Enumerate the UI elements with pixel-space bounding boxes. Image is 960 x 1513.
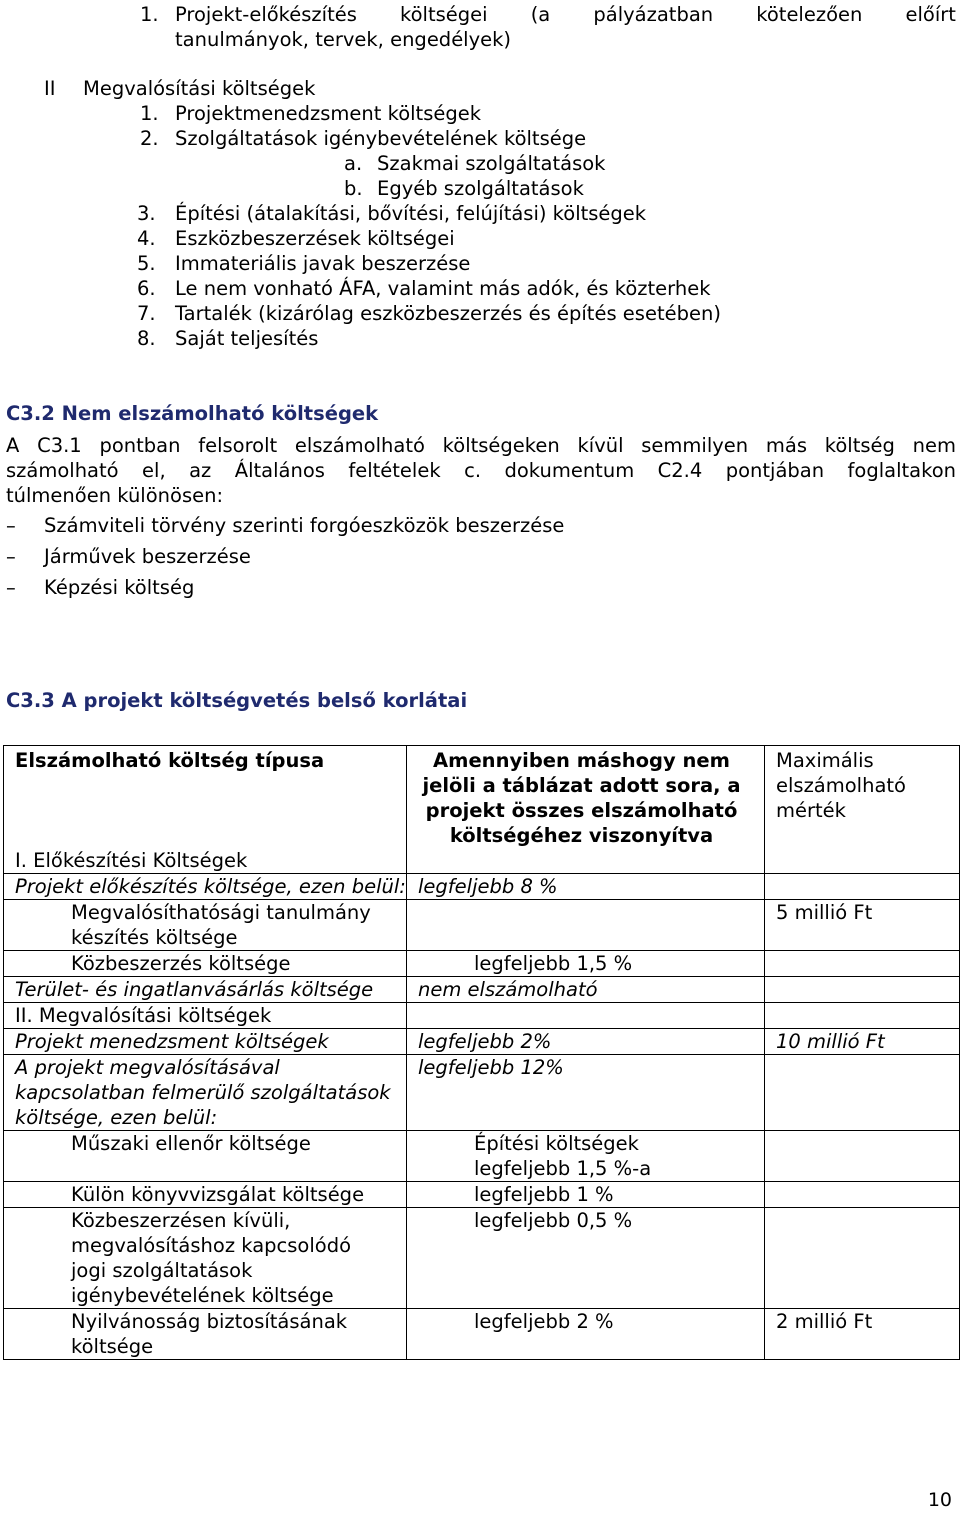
table-cell: 2 millió Ft (765, 1309, 960, 1360)
table-cell (407, 848, 765, 874)
page-number: 10 (927, 1489, 952, 1511)
table-cell (765, 977, 960, 1003)
bullet-item: Képzési költség (44, 576, 195, 599)
table-cell: I. Előkészítési Költségek (4, 848, 407, 874)
bullet-item: Járművek beszerzése (44, 545, 251, 568)
table-header-cell: Elszámolható költség típusa (4, 746, 407, 849)
section-roman: II (44, 77, 56, 100)
table-cell (407, 1003, 765, 1029)
table-header-row (4, 746, 960, 849)
table-cell: legfeljebb 2 % (407, 1309, 765, 1360)
table-row (4, 1131, 960, 1182)
table-cell (765, 1055, 960, 1131)
table-header-cell: Maximális elszámolható mérték (765, 746, 960, 849)
dash-bullet: – (6, 545, 16, 568)
list-item-line: tanulmányok, tervek, engedélyek) (175, 28, 512, 51)
list-number: 2. (140, 127, 159, 150)
list-item: Le nem vonható ÁFA, valamint más adók, és közterhek (175, 277, 711, 300)
table-cell: Műszaki ellenőr költsége (4, 1131, 407, 1182)
section-heading: C3.2 Nem elszámolható költségek (6, 402, 379, 425)
table-row (4, 977, 960, 1003)
table-cell (765, 848, 960, 874)
list-item: Eszközbeszerzések költségei (175, 227, 455, 250)
table-cell: Projekt előkészítés költsége, ezen belül: (4, 874, 407, 900)
table-cell (765, 1208, 960, 1309)
dash-bullet: – (6, 576, 16, 599)
word: (a (530, 3, 551, 26)
list-item-line (175, 2, 956, 27)
table-row (4, 900, 960, 951)
word: Projekt-előkészítés (175, 3, 357, 26)
list-item: Saját teljesítés (175, 327, 319, 350)
paragraph-line: A C3.1 pontban felsorolt elszámolható költségeken kívül semmilyen más költség nem (6, 434, 956, 457)
list-number: a. (344, 152, 363, 175)
table-cell (407, 900, 765, 951)
paragraph-line: számolható el, az Általános feltételek c. dokumentum C2.4 pontjában foglaltakon (6, 459, 956, 482)
list-number: 1. (140, 3, 159, 26)
table-cell: Építési költségek legfeljebb 1,5 %-a (407, 1131, 765, 1182)
table-row (4, 874, 960, 900)
table-cell: II. Megvalósítási költségek (4, 1003, 407, 1029)
table-row (4, 1029, 960, 1055)
table-cell: Projekt menedzsment költségek (4, 1029, 407, 1055)
table-header-cell: Amennyiben máshogy nem jelöli a táblázat adott sora, a projekt összes elszámolható költségéhez viszonyítva (407, 746, 765, 849)
list-item: Projektmenedzsment költségek (175, 102, 482, 125)
budget-limits-table (3, 745, 960, 1360)
table-cell: nem elszámolható (407, 977, 765, 1003)
table-cell: Terület- és ingatlanvásárlás költsége (4, 977, 407, 1003)
dash-bullet: – (6, 514, 16, 537)
table-cell: 5 millió Ft (765, 900, 960, 951)
list-number: 3. (137, 202, 156, 225)
paragraph-line: túlmenően különösen: (6, 484, 224, 507)
table-cell: legfeljebb 0,5 % (407, 1208, 765, 1309)
list-number: 6. (137, 277, 156, 300)
list-item: Szolgáltatások igénybevételének költsége (175, 127, 587, 150)
list-item: Tartalék (kizárólag eszközbeszerzés és építés esetében) (175, 302, 721, 325)
list-number: 1. (140, 102, 159, 125)
word: költségei (400, 3, 488, 26)
table-row (4, 1055, 960, 1131)
table-cell: legfeljebb 1 % (407, 1182, 765, 1208)
list-number: 5. (137, 252, 156, 275)
table-row (4, 1003, 960, 1029)
bullet-item: Számviteli törvény szerinti forgóeszközök beszerzése (44, 514, 565, 537)
list-item: Immateriális javak beszerzése (175, 252, 471, 275)
list-number: b. (344, 177, 363, 200)
list-item: Szakmai szolgáltatások (377, 152, 606, 175)
table-cell (765, 1182, 960, 1208)
table-cell (765, 874, 960, 900)
table-cell (765, 951, 960, 977)
table-row (4, 848, 960, 874)
list-number: 8. (137, 327, 156, 350)
list-number: 7. (137, 302, 156, 325)
table-cell: A projekt megvalósításával kapcsolatban felmerülő szolgáltatások költsége, ezen belül: (4, 1055, 407, 1131)
table-cell: legfeljebb 12% (407, 1055, 765, 1131)
table-cell: Megvalósíthatósági tanulmány készítés költsége (4, 900, 407, 951)
table-cell: Nyilvánosság biztosításának költsége (4, 1309, 407, 1360)
section-title: Megvalósítási költségek (83, 77, 316, 100)
table-cell: Közbeszerzés költsége (4, 951, 407, 977)
table-row (4, 951, 960, 977)
table-cell: legfeljebb 2% (407, 1029, 765, 1055)
table-cell: Közbeszerzésen kívüli, megvalósításhoz kapcsolódó jogi szolgáltatások igénybevételének költsége (4, 1208, 407, 1309)
list-item: Építési (átalakítási, bővítési, felújítási) költségek (175, 202, 647, 225)
table-cell (765, 1131, 960, 1182)
word: kötelezően (756, 3, 863, 26)
section-heading: C3.3 A projekt költségvetés belső korlátai (6, 689, 468, 712)
table-cell: 10 millió Ft (765, 1029, 960, 1055)
word: pályázatban (593, 3, 714, 26)
table-cell: legfeljebb 1,5 % (407, 951, 765, 977)
table-cell: Külön könyvvizsgálat költsége (4, 1182, 407, 1208)
list-item: Egyéb szolgáltatások (377, 177, 584, 200)
word: előírt (905, 3, 956, 26)
table-cell (765, 1003, 960, 1029)
table-cell: legfeljebb 8 % (407, 874, 765, 900)
table-row (4, 1208, 960, 1309)
table-row (4, 1182, 960, 1208)
list-number: 4. (137, 227, 156, 250)
table-row (4, 1309, 960, 1360)
